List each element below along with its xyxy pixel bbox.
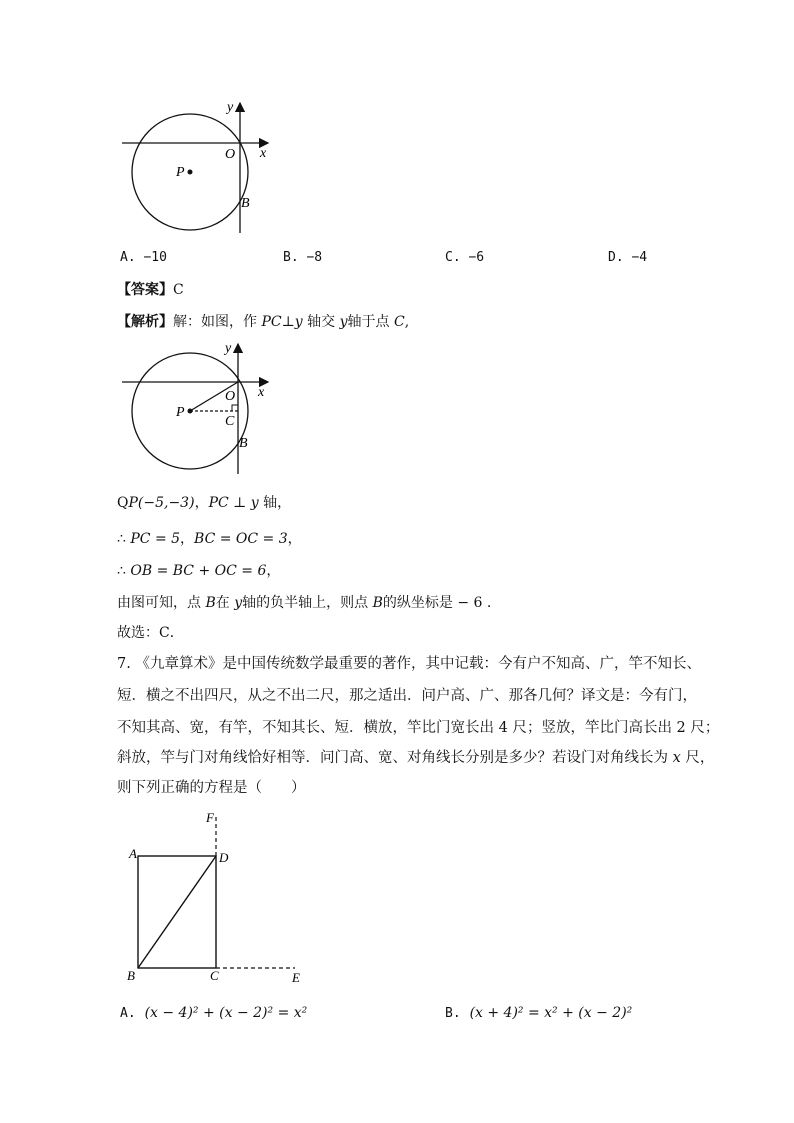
label-b: B	[239, 436, 248, 451]
step-4	[117, 594, 491, 612]
step-3-ob: OB = BC + OC = 6	[130, 563, 267, 579]
analysis-pc: PC	[261, 314, 282, 330]
step-4-c: 在	[215, 595, 235, 611]
label-d: D	[219, 850, 229, 865]
analysis-y2: y	[339, 314, 348, 330]
q7-option-b[interactable]	[445, 1004, 632, 1023]
label-y: y	[227, 100, 234, 115]
step-4-f: B	[372, 595, 383, 611]
step-1-tail: 轴，	[258, 495, 292, 511]
label-p: P	[176, 165, 185, 180]
figure-door	[120, 808, 310, 988]
option-a-letter: A.	[120, 250, 136, 265]
step-4-d: y	[234, 595, 243, 611]
label-o: O	[225, 389, 236, 404]
step-2-comma: ，	[180, 531, 195, 547]
q7-line-2: 短．横之不出四尺，从之不出二尺，那之适出．问户高、广、那各几何？译文是：今有门，	[117, 688, 697, 704]
analysis-text-d: ,	[404, 314, 410, 330]
answer-tag: 【答案】	[117, 282, 173, 298]
label-b: B	[241, 196, 250, 211]
analysis-tag: 【解析】	[117, 314, 173, 330]
analysis-text-b: 轴交	[302, 314, 340, 330]
q7-option-a[interactable]	[120, 1004, 307, 1023]
answer-value: C	[173, 282, 184, 298]
right-angle-mark	[232, 405, 238, 411]
analysis-c: C	[393, 314, 405, 330]
option-a-value: −10	[143, 250, 167, 265]
analysis-line	[117, 313, 409, 331]
label-f: F	[206, 810, 214, 825]
label-c: C	[210, 968, 219, 983]
analysis-y1: y	[294, 314, 303, 330]
option-d-letter: D.	[608, 250, 624, 265]
q7-line-4-a: 斜放，竿与门对角线恰好相等．问门高、宽、对角线长分别是多少？若设门对角线长为	[117, 750, 673, 766]
q7-line-3: 不知其高、宽，有竿，不知其长、短．横放，竿比门宽长出 4 尺；竖放，竿比门高长出 2 尺；	[117, 720, 720, 736]
step-4-b: B	[205, 595, 216, 611]
q7-line-4-x: x	[672, 750, 681, 766]
step-1-perp: PC ⊥ y	[208, 495, 259, 511]
because-symbol: Q	[117, 495, 129, 511]
label-o: O	[225, 147, 236, 162]
option-c-letter: C.	[445, 250, 461, 265]
step-1	[117, 494, 291, 512]
label-p: P	[176, 405, 185, 420]
step-5: 故选：C．	[117, 625, 184, 641]
option-b-value: −8	[306, 250, 323, 265]
option-b[interactable]	[283, 249, 322, 267]
label-x: x	[258, 385, 265, 400]
q7-option-b-letter: B.	[445, 1006, 461, 1021]
option-d-value: −4	[631, 250, 648, 265]
figure-circle-1	[110, 95, 280, 240]
therefore-symbol: ∴	[117, 531, 131, 547]
point-p	[188, 170, 193, 175]
option-b-letter: B.	[283, 250, 299, 265]
step-1-comma: ，	[194, 495, 209, 511]
option-d[interactable]	[608, 249, 647, 267]
q7-line-4	[117, 744, 714, 773]
analysis-perp: ⊥	[281, 314, 295, 330]
point-p	[188, 409, 193, 414]
step-4-a: 由图可知，点	[117, 595, 206, 611]
label-a: A	[129, 846, 137, 861]
analysis-text-a: 解：如图，作	[173, 314, 262, 330]
step-1-point: P(−5,−3)	[128, 495, 195, 511]
step-3	[117, 562, 280, 580]
q7-line-1: 7. 《九章算术》是中国传统数学最重要的著作，其中记载：今有户不知高、广，竿不知长、	[117, 656, 701, 672]
option-a[interactable]	[120, 249, 167, 267]
label-c: C	[225, 414, 235, 429]
analysis-text-c: 轴于点	[347, 314, 394, 330]
label-b: B	[127, 968, 135, 983]
step-4-h: − 6	[457, 595, 483, 611]
answer-line	[117, 281, 184, 299]
diagonal-bd	[138, 856, 216, 968]
step-2-pc: PC = 5	[130, 531, 181, 547]
option-c-value: −6	[468, 250, 485, 265]
therefore-symbol: ∴	[117, 563, 131, 579]
q7-option-b-expr: (x + 4)² = x² + (x − 2)²	[469, 1005, 633, 1021]
step-4-e: 轴的负半轴上，则点	[242, 595, 373, 611]
step-4-g: 的纵坐标是	[382, 595, 458, 611]
q7-line-5: 则下列正确的方程是（ ）	[117, 780, 306, 796]
q7-option-a-letter: A.	[120, 1006, 136, 1021]
figure-circle-2	[110, 338, 280, 483]
label-y: y	[225, 341, 232, 356]
label-x: x	[260, 146, 267, 161]
step-4-i: .	[482, 595, 492, 611]
option-c[interactable]	[445, 249, 484, 267]
step-2-tail: ，	[287, 531, 302, 547]
step-3-tail: ，	[266, 563, 281, 579]
q7-line-4-c: 尺，	[680, 750, 715, 766]
q7-option-a-expr: (x − 4)² + (x − 2)² = x²	[144, 1005, 308, 1021]
step-2	[117, 530, 302, 548]
label-e: E	[292, 970, 300, 985]
step-2-bc: BC = OC = 3	[194, 531, 288, 547]
